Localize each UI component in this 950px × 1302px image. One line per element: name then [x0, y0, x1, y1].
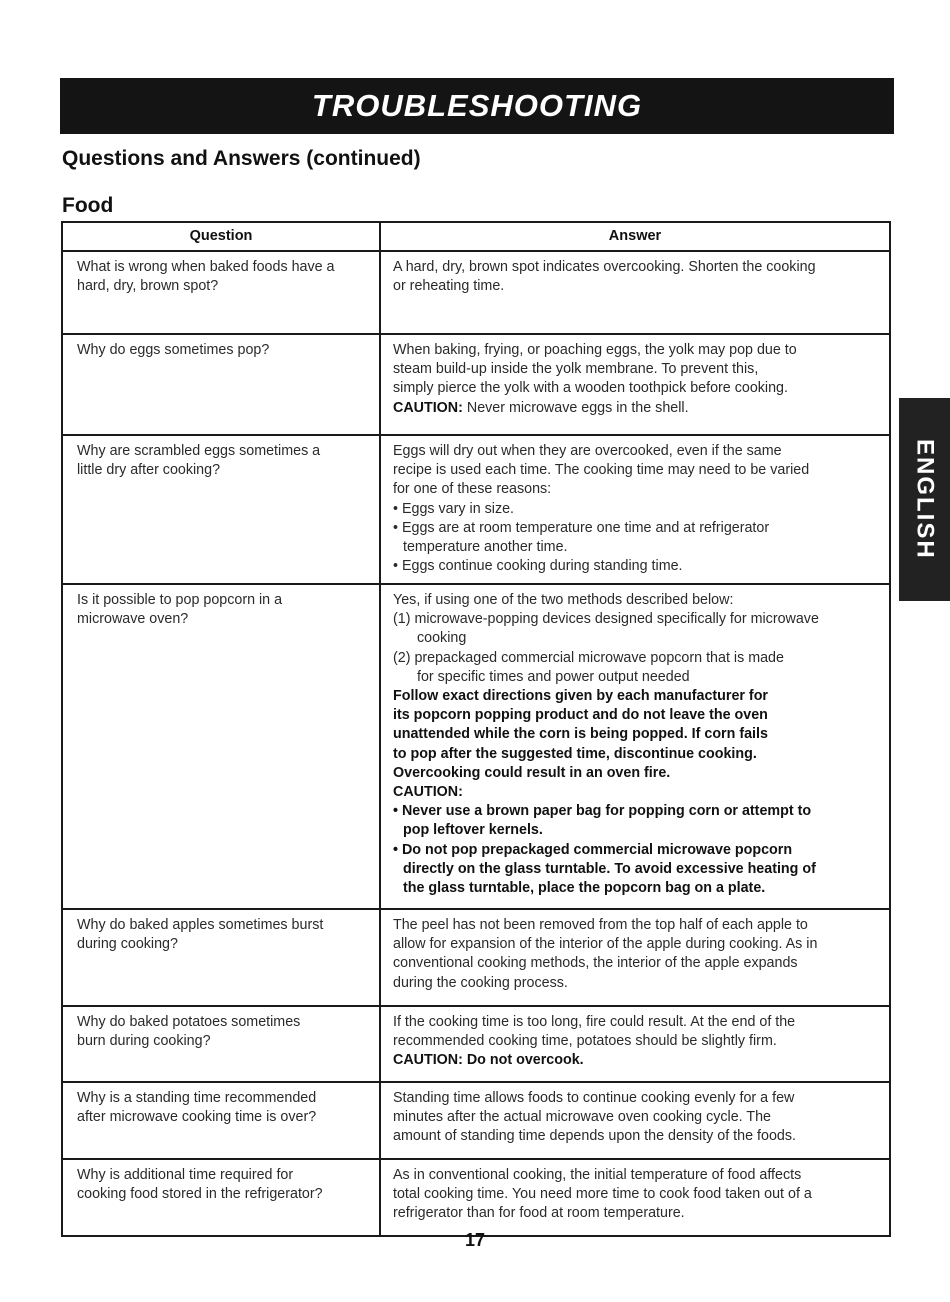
- caution-line: CAUTION: Do not overcook.: [393, 1052, 584, 1069]
- question-cell: [62, 909, 380, 1006]
- table-row: [62, 1006, 890, 1082]
- answer-line: As in conventional cooking, the initial temperature of food affects: [393, 1167, 802, 1183]
- section-title-text: Questions and Answers: [62, 147, 301, 170]
- question-line: during cooking?: [77, 936, 178, 953]
- question-line: Is it possible to pop popcorn in a: [77, 592, 283, 608]
- question-cell: [62, 1082, 380, 1159]
- question-line: Why is a standing time recommended: [77, 1090, 317, 1106]
- warning-line: unattended while the corn is being popped. If corn fails: [393, 726, 768, 743]
- answer-line: for one of these reasons:: [393, 481, 552, 498]
- answer-line: total cooking time. You need more time to cook food taken out of a: [393, 1186, 812, 1203]
- question-line: Why are scrambled eggs sometimes a: [77, 443, 321, 459]
- column-header-answer: Answer: [380, 222, 890, 251]
- question-cell: [62, 1006, 380, 1082]
- caution-bullet-continuation: the glass turntable, place the popcorn bag on a plate.: [403, 880, 766, 897]
- table-row: [62, 909, 890, 1006]
- caution-bullet-continuation: pop leftover kernels.: [403, 822, 543, 839]
- answer-cell: [380, 584, 890, 909]
- question-line: cooking food stored in the refrigerator?: [77, 1186, 323, 1203]
- qa-table: [61, 221, 891, 1237]
- answer-line: amount of standing time depends upon the density of the foods.: [393, 1128, 796, 1145]
- question-line: Why do baked apples sometimes burst: [77, 917, 324, 933]
- warning-line: to pop after the suggested time, discontinue cooking.: [393, 745, 757, 762]
- question-line: Why is additional time required for: [77, 1167, 294, 1183]
- caution-bullet-continuation: directly on the glass turntable. To avoid excessive heating of: [403, 860, 816, 877]
- answer-line: cooking: [417, 630, 467, 647]
- answer-line: steam build-up inside the yolk membrane. To prevent this,: [393, 361, 759, 378]
- column-header-question: Question: [62, 222, 380, 251]
- answer-line: minutes after the actual microwave oven cooking cycle. The: [393, 1109, 771, 1126]
- table-row: [62, 435, 890, 584]
- table-row: [62, 1082, 890, 1159]
- answer-line: If the cooking time is too long, fire could result. At the end of the: [393, 1014, 796, 1030]
- answer-bullet: • Eggs are at room temperature one time and at refrigerator: [393, 519, 770, 536]
- question-cell: [62, 334, 380, 435]
- caution-bullet: • Do not pop prepackaged commercial microwave popcorn: [393, 841, 793, 858]
- answer-line: When baking, frying, or poaching eggs, the yolk may pop due to: [393, 342, 797, 358]
- question-cell: [62, 1159, 380, 1236]
- language-tab-label: ENGLISH: [911, 439, 939, 560]
- banner-title: TROUBLESHOOTING: [311, 88, 643, 123]
- answer-line: simply pierce the yolk with a wooden toothpick before cooking.: [393, 380, 788, 397]
- question-line: after microwave cooking time is over?: [77, 1109, 317, 1126]
- answer-cell: [380, 1006, 890, 1082]
- answer-cell: [380, 1082, 890, 1159]
- answer-line: during the cooking process.: [393, 974, 568, 991]
- language-tab: [899, 398, 950, 601]
- table-row: [62, 584, 890, 909]
- question-line: Why do baked potatoes sometimes: [77, 1014, 301, 1030]
- question-line: Why do eggs sometimes pop?: [77, 342, 270, 358]
- answer-line: for specific times and power output needed: [417, 668, 690, 685]
- answer-cell: [380, 251, 890, 334]
- answer-line: Eggs will dry out when they are overcooked, even if the same: [393, 443, 782, 459]
- table-row: [62, 251, 890, 334]
- question-cell: [62, 584, 380, 909]
- answer-cell: [380, 1159, 890, 1236]
- answer-line: recommended cooking time, potatoes should be slightly firm.: [393, 1033, 777, 1050]
- answer-line: or reheating time.: [393, 278, 505, 295]
- answer-line: allow for expansion of the interior of the apple during cooking. As in: [393, 936, 818, 953]
- answer-bullet: • Eggs vary in size.: [393, 500, 515, 517]
- page-number: 17: [464, 1230, 486, 1250]
- question-line: microwave oven?: [77, 611, 189, 628]
- troubleshooting-banner: [60, 78, 894, 134]
- question-cell: [62, 435, 380, 584]
- warning-line: Overcooking could result in an oven fire.: [393, 764, 671, 781]
- table-row: [62, 334, 890, 435]
- answer-bullet-continuation: temperature another time.: [403, 539, 568, 556]
- answer-cell: [380, 334, 890, 435]
- table-header-row: [62, 222, 890, 251]
- answer-bullet: • Eggs continue cooking during standing time.: [393, 558, 683, 575]
- answer-cell: [380, 909, 890, 1006]
- warning-line: Follow exact directions given by each manufacturer for: [393, 688, 768, 705]
- section-title: [62, 147, 421, 171]
- answer-line: The peel has not been removed from the top half of each apple to: [393, 917, 808, 933]
- caution-bullet: • Never use a brown paper bag for popping corn or attempt to: [393, 803, 812, 820]
- question-cell: [62, 251, 380, 334]
- answer-line: (1) microwave-popping devices designed specifically for microwave: [393, 611, 819, 628]
- section-title-suffix: (continued): [306, 147, 421, 170]
- caution-label: CAUTION:: [393, 399, 463, 416]
- answer-line: A hard, dry, brown spot indicates overcooking. Shorten the cooking: [393, 259, 816, 275]
- answer-line: conventional cooking methods, the interior of the apple expands: [393, 955, 798, 972]
- subsection-title: Food: [62, 194, 114, 217]
- answer-line: Yes, if using one of the two methods described below:: [393, 592, 734, 608]
- question-line: hard, dry, brown spot?: [77, 278, 219, 295]
- caution-text: Never microwave eggs in the shell.: [462, 399, 689, 416]
- caution-label: CAUTION:: [393, 784, 463, 801]
- answer-line: refrigerator than for food at room temperature.: [393, 1205, 685, 1222]
- question-line: What is wrong when baked foods have a: [77, 259, 335, 275]
- question-line: little dry after cooking?: [77, 462, 221, 479]
- answer-line: Standing time allows foods to continue cooking evenly for a few: [393, 1090, 795, 1106]
- answer-line: (2) prepackaged commercial microwave popcorn that is made: [393, 649, 784, 666]
- warning-line: its popcorn popping product and do not leave the oven: [393, 707, 768, 724]
- caution-line: [393, 399, 881, 418]
- table-row: [62, 1159, 890, 1236]
- answer-cell: [380, 435, 890, 584]
- question-line: burn during cooking?: [77, 1033, 211, 1050]
- answer-line: recipe is used each time. The cooking time may need to be varied: [393, 462, 810, 479]
